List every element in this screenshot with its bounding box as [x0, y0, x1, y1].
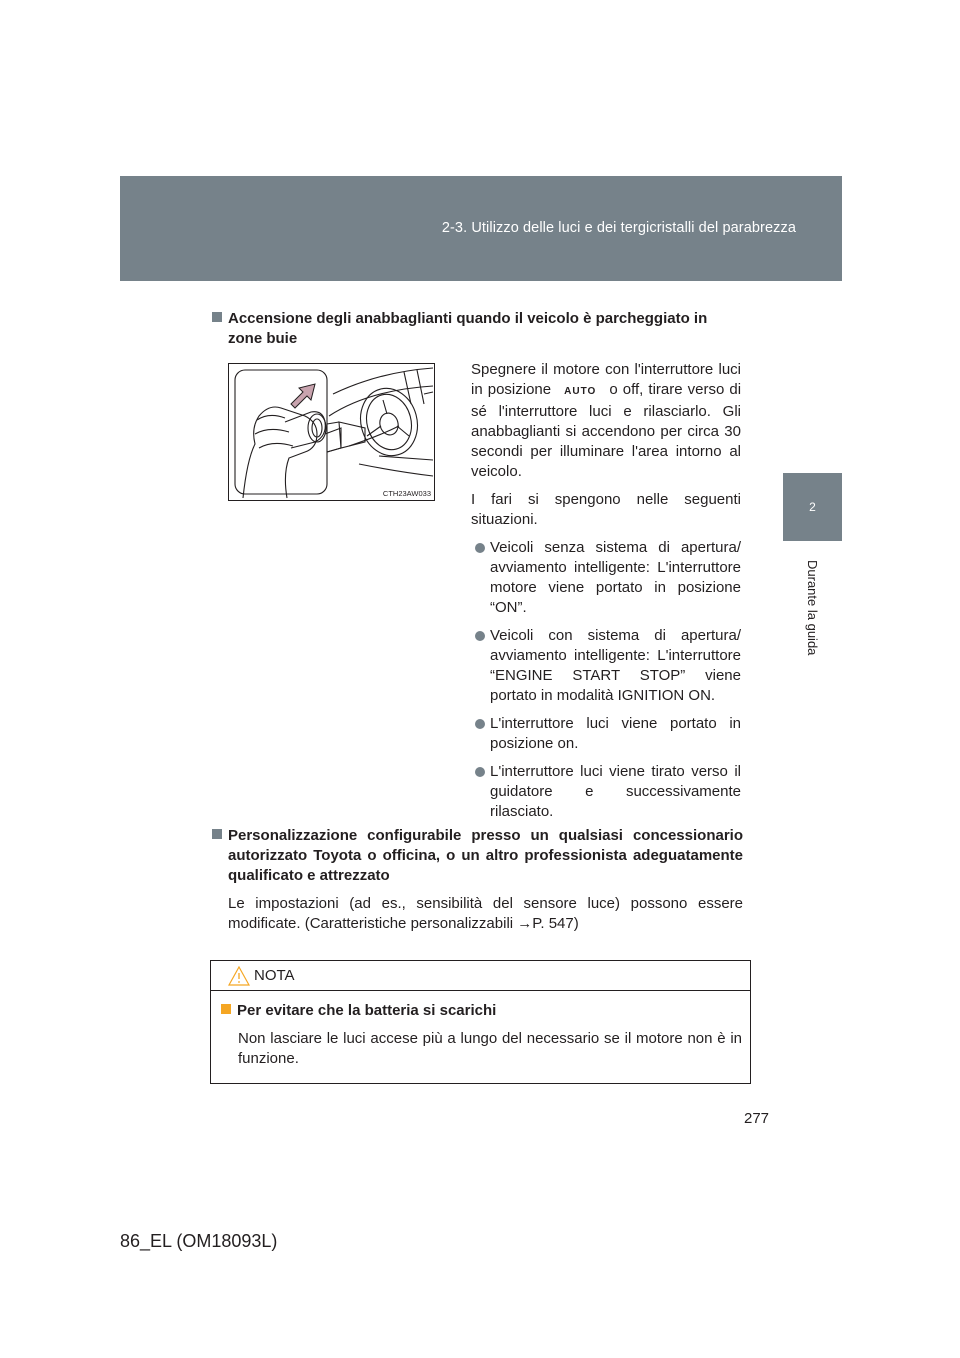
chapter-tab — [783, 473, 842, 541]
bullet-dot-icon — [475, 543, 485, 553]
nota-heading: Per evitare che la batteria si scarichi — [221, 1001, 742, 1021]
nota-text: Non lasciare le luci accese più a lungo del necessario se il motore non è in funzione. — [238, 1030, 742, 1067]
page-number: 277 — [744, 1110, 770, 1127]
pull-arrow-icon — [291, 384, 315, 408]
nota-body — [211, 991, 750, 1069]
chapter-number: 2 — [809, 500, 816, 514]
section-title: 2-3. Utilizzo delle luci e dei tergicristalli del parabrezza — [441, 220, 796, 236]
section2-heading: Personalizzazione configurabile presso un qualsiasi concessionario autorizzato Toyota o officina, o un altro professionista adeguatamente qualificato e attrezzato — [212, 826, 743, 886]
document-code: 86_EL (OM18093L) — [120, 1231, 278, 1251]
square-bullet-icon — [212, 312, 222, 322]
bullet-dot-icon — [475, 767, 485, 777]
list-item: L'interruttore luci viene tirato verso il guidatore e successivamente rilasciato. — [471, 762, 741, 822]
nota-box — [210, 960, 751, 1084]
auto-symbol: AUTO — [564, 386, 597, 397]
warning-triangle-icon — [228, 966, 250, 986]
list-item: Veicoli con sistema di apertura/ avviamento intelligente: L'interruttore “ENGINE START STOP” viene portato in modalità IGNITION ON. — [471, 626, 741, 706]
nota-header — [211, 961, 750, 991]
section1-heading — [212, 309, 743, 349]
list-item: Veicoli senza sistema di apertura/ avviamento intelligente: L'interruttore motore viene portato in posizione “ON”. — [471, 538, 741, 618]
chapter-label-text: Durante la guida — [805, 559, 820, 656]
bullet-dot-icon — [475, 631, 485, 641]
section2-body: Le impostazioni (ad es., sensibilità del sensore luce) possono essere modificate. (Caratteristiche personalizzabili →P. 547) — [228, 895, 743, 932]
square-bullet-icon — [212, 829, 222, 839]
section2 — [212, 826, 743, 934]
side-paragraph-2: I fari si spengono nelle seguenti situazioni. — [471, 491, 741, 528]
header-band — [120, 176, 842, 281]
side-paragraph-1: Spegnere il motore con l'interruttore luci in posizione AUTO o off, tirare verso di sé l'interruttore luci e rilasciarlo. Gli anabbaglianti si accendono per circa 30 secondi per illuminare l'area intorno al veicolo. — [471, 361, 742, 480]
light-switch-figure — [228, 363, 435, 501]
section1-heading-line1: Accensione degli anabbaglianti quando il veicolo è parcheggiato in — [228, 310, 708, 327]
square-bullet-icon — [221, 1004, 231, 1014]
section1-heading-line2: zone buie — [228, 330, 298, 347]
hand-pulling-light-switch-illustration — [229, 364, 434, 500]
nota-label: NOTA — [254, 967, 295, 984]
list-item: L'interruttore luci viene portato in posizione on. — [471, 714, 741, 754]
chapter-label — [783, 545, 842, 670]
bullet-dot-icon — [475, 719, 485, 729]
side-column — [471, 360, 741, 830]
figure-code: CTH23AW033 — [382, 489, 431, 498]
